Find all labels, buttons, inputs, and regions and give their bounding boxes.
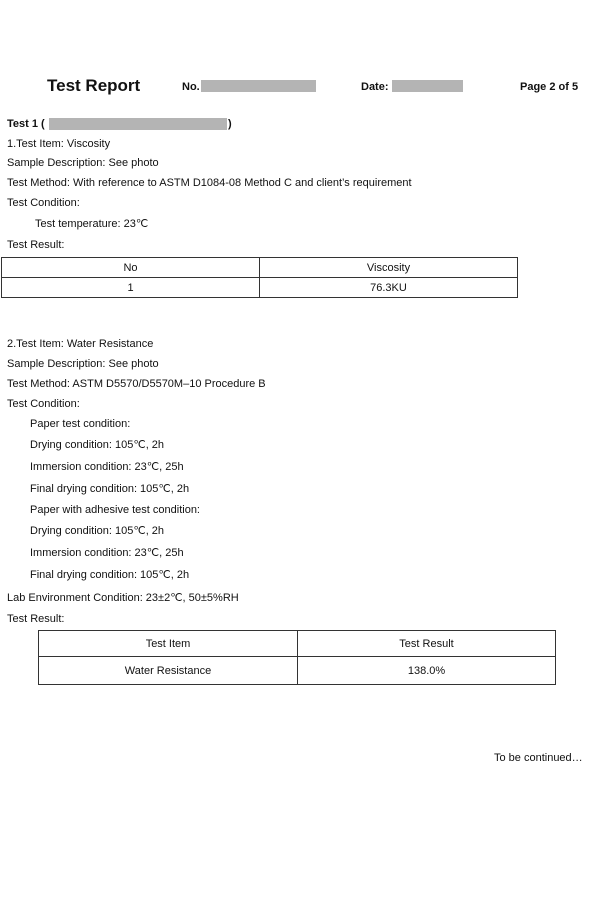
report-number-label: No. [182, 81, 200, 93]
condition-line: Immersion condition: 23℃, 25h [30, 461, 184, 473]
section-2-test-result-label: Test Result: [7, 613, 65, 625]
table-header-cell: Viscosity [260, 258, 518, 278]
condition-line: Drying condition: 105℃, 2h [30, 439, 165, 451]
test-1-label: Test 1 ( [7, 118, 45, 130]
table-cell: 138.0% [298, 657, 556, 685]
condition-line: Paper test condition: [30, 418, 131, 430]
condition-line: Paper with adhesive test condition: [30, 504, 200, 516]
redacted-test-1-sample [49, 118, 227, 130]
water-resistance-result-table [38, 630, 556, 685]
section-2-sample-description: Sample Description: See photo [7, 358, 159, 370]
table-cell: 76.3KU [260, 278, 518, 298]
condition-line: Immersion condition: 23℃, 25h [30, 547, 184, 559]
section-1-test-item: 1.Test Item: Viscosity [7, 138, 111, 150]
redacted-report-date [392, 80, 463, 92]
viscosity-result-table [1, 257, 518, 298]
table-header-row [2, 258, 518, 278]
table-cell: Water Resistance [39, 657, 298, 685]
report-date-label: Date: [361, 81, 389, 93]
section-1-test-temperature: Test temperature: 23℃ [35, 218, 149, 230]
section-2-test-condition-label: Test Condition: [7, 398, 80, 410]
report-title: Test Report [47, 76, 141, 95]
lab-environment-condition: Lab Environment Condition: 23±2℃, 50±5%RH [7, 592, 239, 604]
section-1-sample-description: Sample Description: See photo [7, 157, 159, 169]
to-be-continued-note: To be continued… [494, 752, 583, 764]
section-1-test-result-label: Test Result: [7, 239, 65, 251]
condition-line: Final drying condition: 105℃, 2h [30, 483, 190, 495]
section-2-test-item: 2.Test Item: Water Resistance [7, 338, 154, 350]
section-1-test-method: Test Method: With reference to ASTM D1084-08 Method C and client’s requirement [7, 177, 412, 189]
table-row [39, 657, 556, 685]
table-row [2, 278, 518, 298]
table-header-cell: Test Result [298, 631, 556, 657]
test-1-label-close: ) [228, 118, 232, 130]
table-header-cell: No [2, 258, 260, 278]
condition-line: Final drying condition: 105℃, 2h [30, 569, 190, 581]
redacted-report-number [201, 80, 316, 92]
table-header-cell: Test Item [39, 631, 298, 657]
section-2-test-method: Test Method: ASTM D5570/D5570M–10 Procedure B [7, 378, 266, 390]
table-cell: 1 [2, 278, 260, 298]
section-1-test-condition-label: Test Condition: [7, 197, 80, 209]
table-header-row [39, 631, 556, 657]
condition-line: Drying condition: 105℃, 2h [30, 525, 165, 537]
page-indicator: Page 2 of 5 [520, 81, 579, 93]
